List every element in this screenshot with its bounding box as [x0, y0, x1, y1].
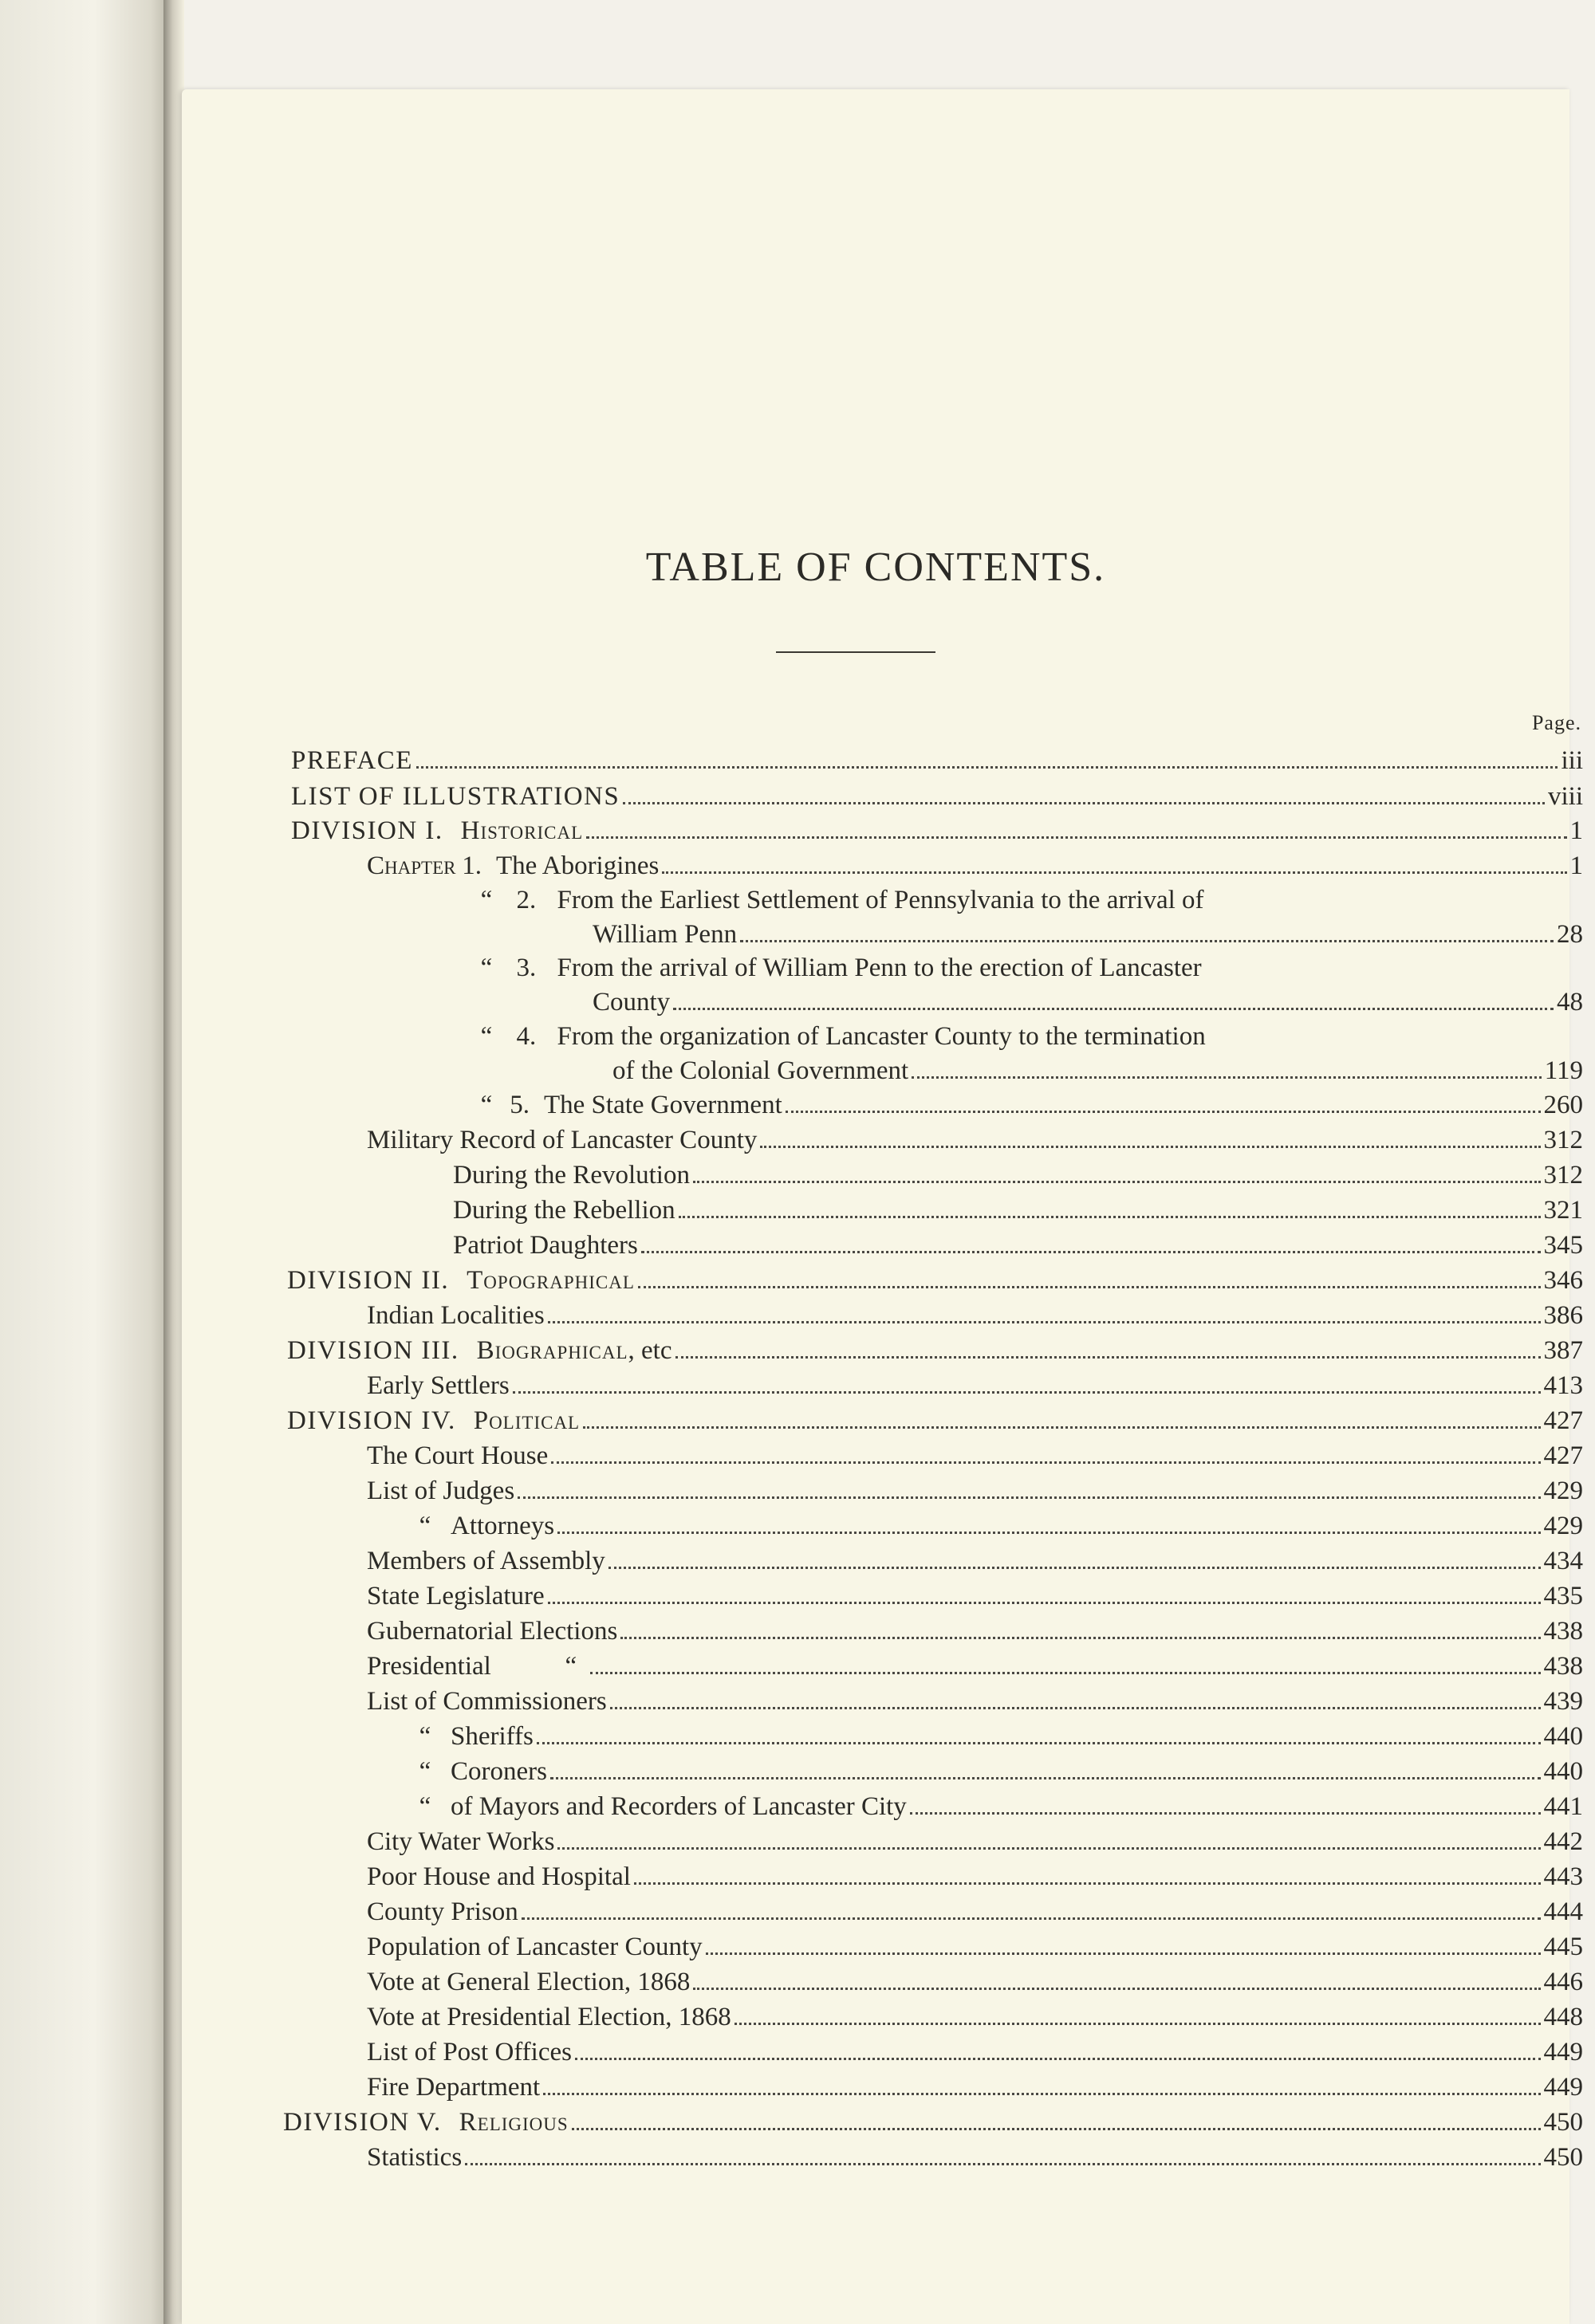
toc-entry-chapter-4[interactable] [423, 1019, 1206, 1054]
dot-leader [543, 2093, 1540, 2095]
entry-page: 1 [1569, 816, 1583, 845]
entry-page: 386 [1543, 1301, 1583, 1330]
division-name: Biographical [476, 1336, 628, 1365]
toc-entry-patriot-daughters[interactable] [453, 1228, 1583, 1263]
dot-leader [465, 2163, 1540, 2165]
dot-leader [706, 1952, 1541, 1955]
dot-leader [518, 1496, 1540, 1499]
entry-title: Population of Lancaster County [367, 1933, 703, 1961]
dot-leader [416, 766, 1558, 769]
division-name: Religious [459, 2108, 569, 2137]
division-label: DIVISION III. [287, 1336, 459, 1365]
dot-leader [550, 1777, 1541, 1779]
entry-title: During the Revolution [453, 1161, 690, 1190]
division-suffix: , etc [628, 1336, 672, 1365]
chapter-number: 4. [516, 1022, 537, 1051]
entry-page: 427 [1543, 1441, 1583, 1470]
entry-page: 438 [1543, 1617, 1583, 1646]
entry-title: Statistics [367, 2143, 463, 2172]
ditto-mark: “ [565, 1652, 577, 1681]
toc-entry-indian-localities[interactable] [367, 1298, 1583, 1333]
ditto-mark: “ [480, 886, 493, 914]
entry-title: The State Government [544, 1091, 782, 1119]
entry-title: During the Rebellion [453, 1196, 675, 1225]
entry-title: The Aborigines [496, 851, 660, 880]
ditto-mark: “ [419, 1512, 431, 1540]
dot-leader [634, 1882, 1541, 1885]
entry-title: List of Post Offices [367, 2038, 572, 2066]
toc-entry-chapter-5[interactable] [423, 1087, 1583, 1123]
toc-entry-chapter-2-cont[interactable] [593, 917, 1583, 952]
toc-entry-mayors[interactable] [409, 1789, 1583, 1824]
entry-page: 438 [1543, 1652, 1583, 1681]
toc-entry-early-settlers[interactable] [367, 1368, 1583, 1403]
division-name: Political [473, 1406, 581, 1435]
entry-title: Vote at Presidential Election, 1868 [367, 2003, 731, 2031]
entry-page: 312 [1543, 1126, 1583, 1154]
toc-entry-judges[interactable] [367, 1473, 1583, 1508]
entry-title: LIST OF ILLUSTRATIONS [291, 782, 620, 811]
entry-title: The Court House [367, 1441, 549, 1470]
entry-title: County Prison [367, 1897, 518, 1926]
entry-page: 439 [1543, 1687, 1583, 1716]
entry-title: Patriot Daughters [453, 1231, 638, 1260]
division-label: DIVISION IV. [287, 1406, 456, 1435]
division-label: DIVISION I. [291, 816, 443, 845]
entry-title: Presidential [367, 1652, 491, 1681]
entry-title: City Water Works [367, 1827, 555, 1856]
chapter-number: 1. [462, 851, 482, 880]
toc-entry-division-5[interactable] [283, 2105, 1583, 2140]
entry-page: 345 [1543, 1231, 1583, 1260]
entry-title: Members of Assembly [367, 1547, 605, 1575]
entry-title: Early Settlers [367, 1371, 510, 1400]
page-title: TABLE OF CONTENTS. [645, 545, 1106, 590]
entry-title: Vote at General Election, 1868 [367, 1968, 691, 1996]
entry-title: From the Earliest Settlement of Pennsylvania to the arrival of [557, 886, 1204, 914]
dot-leader [679, 1216, 1541, 1218]
toc-entry-military-record[interactable] [367, 1123, 1583, 1158]
entry-title-continued: County [593, 988, 671, 1017]
entry-page: 443 [1543, 1862, 1583, 1891]
dot-leader [910, 1812, 1541, 1815]
entry-page: 346 [1543, 1266, 1583, 1295]
entry-title: Military Record of Lancaster County [367, 1126, 758, 1154]
entry-page: 442 [1543, 1827, 1583, 1856]
entry-page: 119 [1544, 1056, 1583, 1085]
dot-leader [693, 1988, 1540, 1990]
dot-leader [557, 1847, 1540, 1850]
entry-page: 441 [1543, 1792, 1583, 1821]
ditto-mark: “ [419, 1722, 431, 1751]
entry-title: Coroners [451, 1757, 547, 1786]
entry-title-continued: of the Colonial Government [612, 1056, 909, 1085]
entry-title: Gubernatorial Elections [367, 1617, 618, 1646]
title-rule [776, 651, 935, 653]
dot-leader [734, 2023, 1541, 2025]
entry-page: 1 [1569, 851, 1583, 880]
dot-leader [693, 1181, 1541, 1183]
dot-leader [583, 1426, 1540, 1429]
division-name: Topographical [467, 1266, 635, 1295]
toc-entry-statistics[interactable] [367, 2140, 1583, 2175]
entry-page: 321 [1543, 1196, 1583, 1225]
entry-page: viii [1547, 782, 1583, 811]
dot-leader [786, 1111, 1541, 1113]
dot-leader [673, 1008, 1554, 1010]
toc-entry-vote-presidential[interactable] [367, 2000, 1583, 2035]
toc-entry-legislature[interactable] [367, 1579, 1583, 1614]
toc-entry-chapter-2[interactable] [423, 883, 1204, 918]
entry-page: 440 [1543, 1722, 1583, 1751]
dot-leader [610, 1707, 1541, 1709]
toc-entry-chapter-3-cont[interactable] [593, 985, 1583, 1020]
entry-title: Poor House and Hospital [367, 1862, 631, 1891]
toc-entry-assembly[interactable] [367, 1543, 1583, 1579]
dot-leader [620, 1637, 1540, 1639]
toc-entry-illustrations[interactable] [291, 779, 1583, 814]
facing-page-edge [0, 0, 171, 2324]
toc-entry-chapter-4-cont[interactable] [612, 1053, 1583, 1088]
dot-leader [572, 2128, 1541, 2130]
book-page [182, 89, 1583, 2324]
toc-entry-post-offices[interactable] [367, 2035, 1583, 2070]
toc-entry-rebellion[interactable] [453, 1193, 1583, 1228]
entry-title: Indian Localities [367, 1301, 545, 1330]
dot-leader [513, 1391, 1541, 1394]
division-name: Historical [460, 816, 584, 845]
toc-entry-poor-house[interactable] [367, 1859, 1583, 1894]
division-label: DIVISION II. [287, 1266, 450, 1295]
entry-page: 450 [1543, 2143, 1583, 2172]
dot-leader [675, 1356, 1541, 1359]
toc-entry-attorneys[interactable] [409, 1508, 1583, 1543]
dot-leader [662, 871, 1566, 874]
toc-entry-division-2[interactable] [287, 1263, 1583, 1298]
page-column-label: Page. [1531, 711, 1581, 734]
entry-page: 429 [1543, 1477, 1583, 1505]
entry-page: 444 [1543, 1897, 1583, 1926]
toc-entry-chapter-1[interactable] [367, 848, 1583, 883]
toc-entry-commissioners[interactable] [367, 1684, 1583, 1719]
toc-entry-division-3[interactable] [287, 1333, 1583, 1368]
entry-page: 260 [1543, 1091, 1583, 1119]
entry-title: From the arrival of William Penn to the erection of Lancaster [557, 954, 1202, 982]
toc-entry-division-4[interactable] [287, 1403, 1583, 1438]
entry-page: iii [1561, 746, 1583, 775]
dot-leader [537, 1742, 1541, 1744]
entry-page: 434 [1543, 1547, 1583, 1575]
toc-entry-sheriffs[interactable] [409, 1719, 1583, 1754]
dot-leader [557, 1532, 1540, 1534]
entry-page: 449 [1543, 2038, 1583, 2066]
entry-page: 427 [1543, 1406, 1583, 1435]
entry-title: From the organization of Lancaster County to the termination [557, 1022, 1206, 1051]
dot-leader [586, 836, 1566, 839]
entry-page: 387 [1543, 1336, 1583, 1365]
dot-leader [548, 1602, 1541, 1604]
ditto-mark: “ [480, 954, 493, 982]
entry-page: 450 [1543, 2108, 1583, 2137]
dot-leader [608, 1567, 1541, 1569]
toc-entry-division-1[interactable] [291, 813, 1583, 848]
dot-leader [641, 1251, 1541, 1253]
ditto-mark: “ [480, 1091, 493, 1119]
entry-page: 440 [1543, 1757, 1583, 1786]
toc-entry-chapter-3[interactable] [423, 950, 1202, 985]
entry-title: Fire Department [367, 2073, 541, 2102]
dot-leader [740, 940, 1554, 942]
toc-entry-court-house[interactable] [367, 1438, 1583, 1473]
dot-leader [575, 2058, 1541, 2060]
dot-leader [912, 1076, 1542, 1079]
toc-entry-gubernatorial[interactable] [367, 1614, 1583, 1649]
entry-page: 413 [1543, 1371, 1583, 1400]
dot-leader [522, 1917, 1541, 1920]
dot-leader [551, 1461, 1540, 1464]
chapter-number: 3. [516, 954, 537, 982]
dot-leader [590, 1672, 1541, 1674]
dot-leader [623, 802, 1545, 804]
entry-page: 28 [1557, 920, 1583, 949]
entry-title: List of Commissioners [367, 1687, 607, 1716]
toc-entry-vote-general[interactable] [367, 1964, 1583, 2000]
division-label: DIVISION V. [283, 2108, 442, 2137]
toc-entry-prison[interactable] [367, 1894, 1583, 1929]
dot-leader [760, 1146, 1540, 1148]
toc-entry-revolution[interactable] [453, 1158, 1583, 1193]
dot-leader [548, 1321, 1541, 1323]
entry-title: State Legislature [367, 1582, 545, 1610]
entry-page: 449 [1543, 2073, 1583, 2102]
chapter-marker: Chapter [367, 851, 456, 880]
ditto-mark: “ [419, 1757, 431, 1786]
entry-page: 446 [1543, 1968, 1583, 1996]
entry-page: 445 [1543, 1933, 1583, 1961]
toc-entry-preface[interactable] [291, 743, 1583, 778]
entry-title: Sheriffs [451, 1722, 534, 1751]
entry-page: 448 [1543, 2003, 1583, 2031]
toc-entry-coroners[interactable] [409, 1754, 1583, 1789]
entry-title-continued: William Penn [593, 920, 738, 949]
chapter-number: 5. [510, 1091, 530, 1119]
entry-title: PREFACE [291, 746, 413, 775]
entry-page: 48 [1557, 988, 1583, 1017]
ditto-mark: “ [419, 1792, 431, 1821]
entry-title: Attorneys [451, 1512, 555, 1540]
toc-entry-presidential[interactable] [367, 1649, 1583, 1684]
dot-leader [638, 1286, 1541, 1288]
entry-title: List of Judges [367, 1477, 515, 1505]
entry-page: 435 [1543, 1582, 1583, 1610]
entry-page: 429 [1543, 1512, 1583, 1540]
entry-title: of Mayors and Recorders of Lancaster City [451, 1792, 907, 1821]
ditto-mark: “ [480, 1022, 493, 1051]
toc-entry-water-works[interactable] [367, 1824, 1583, 1859]
toc-entry-fire-department[interactable] [367, 2070, 1583, 2105]
entry-page: 312 [1543, 1161, 1583, 1190]
chapter-number: 2. [516, 886, 537, 914]
toc-entry-population[interactable] [367, 1929, 1583, 1964]
